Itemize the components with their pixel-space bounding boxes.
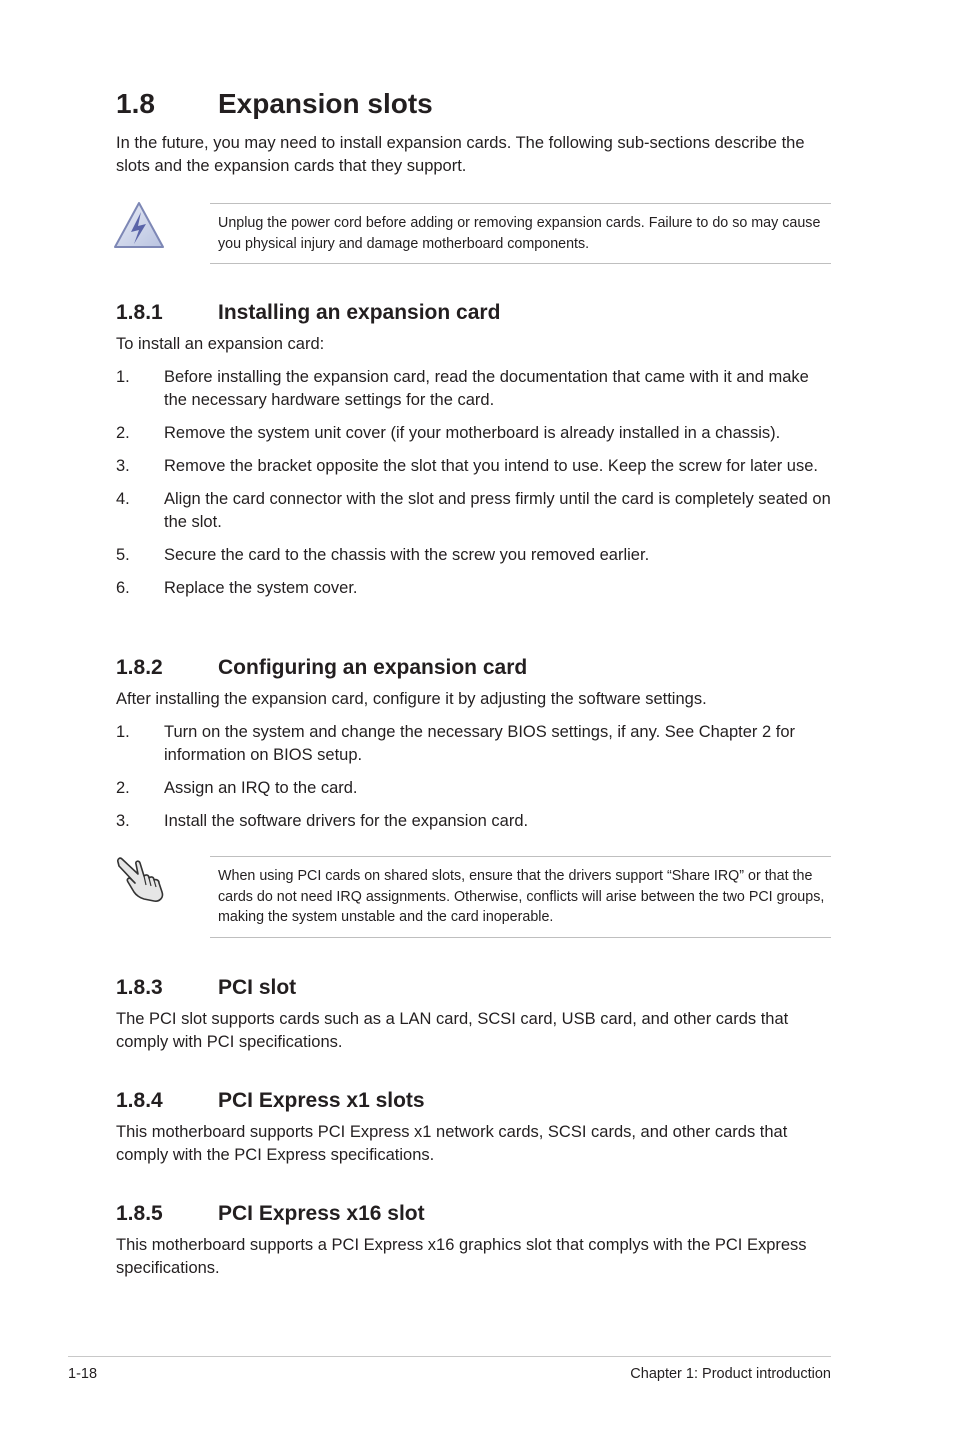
install-steps-list <box>116 366 836 610</box>
subsection-number: 1.8.3 <box>116 976 163 999</box>
list-item: 2. Assign an IRQ to the card. <box>116 779 358 797</box>
shared-slot-note <box>210 856 831 938</box>
page-title <box>116 86 433 122</box>
shared-slot-note-text: When using PCI cards on shared slots, ensure that the drivers support “Share IRQ” or that the cards do not need IRQ assignments. Otherwise, conflicts will arise between the two PCI groups, making the system unstable and the card inoperable. <box>218 868 825 925</box>
configure-lead: After installing the expansion card, configure it by adjusting the software settings. <box>116 690 707 708</box>
footer-divider <box>68 1356 831 1357</box>
section-intro: In the future, you may need to install expansion cards. The following sub-sections describe the slots and the expansion cards that they support. <box>116 134 805 175</box>
subsection-title: PCI slot <box>218 976 297 999</box>
list-item: 1. Turn on the system and change the necessary BIOS settings, if any. See Chapter 2 for information on BIOS setup. <box>116 723 796 764</box>
pcie-x1-text: This motherboard supports PCI Express x1 network cards, SCSI cards, and other cards that comply with the PCI Express specifications. <box>116 1123 788 1164</box>
warning-note-text: Unplug the power cord before adding or removing expansion cards. Failure to do so may cause you physical injury and damage motherboard components. <box>218 215 821 252</box>
page-number: 1-18 <box>68 1366 98 1382</box>
subsection-title: Configuring an expansion card <box>218 656 528 679</box>
subsection-heading-1-8-5 <box>116 1200 425 1228</box>
subsection-heading-1-8-4 <box>116 1087 425 1115</box>
subsection-heading-1-8-3 <box>116 974 296 1002</box>
section-number: 1.8 <box>116 88 155 119</box>
warning-note <box>210 203 831 264</box>
subsection-number: 1.8.2 <box>116 656 163 679</box>
configure-steps-list <box>116 721 836 843</box>
subsection-heading-1-8-1 <box>116 299 500 327</box>
subsection-heading-1-8-2 <box>116 654 527 682</box>
section-title: Expansion slots <box>218 88 433 119</box>
pci-slot-text: The PCI slot supports cards such as a LAN card, SCSI card, USB card, and other cards that comply with PCI specifications. <box>116 1010 789 1051</box>
subsection-title: Installing an expansion card <box>218 301 501 324</box>
subsection-number: 1.8.5 <box>116 1202 163 1225</box>
pcie-x16-text: This motherboard supports a PCI Express x16 graphics slot that complys with the PCI Express specifications. <box>116 1236 807 1277</box>
install-lead: To install an expansion card: <box>116 335 325 353</box>
list-item: 2. Remove the system unit cover (if your motherboard is already installed in a chassis). <box>116 424 781 442</box>
list-item: 5. Secure the card to the chassis with the screw you removed earlier. <box>116 546 650 564</box>
pointing-hand-icon <box>114 852 174 909</box>
list-item: 1. Before installing the expansion card, read the documentation that came with it and make the necessary hardware settings for the card. <box>116 368 809 409</box>
subsection-title: PCI Express x1 slots <box>218 1089 425 1112</box>
subsection-number: 1.8.1 <box>116 301 163 324</box>
chapter-label: Chapter 1: Product introduction <box>630 1366 831 1382</box>
subsection-title: PCI Express x16 slot <box>218 1202 425 1225</box>
list-item: 3. Install the software drivers for the expansion card. <box>116 812 529 830</box>
list-item: 4. Align the card connector with the slot and press firmly until the card is completely seated on the slot. <box>116 490 831 531</box>
list-item: 3. Remove the bracket opposite the slot that you intend to use. Keep the screw for later use. <box>116 457 818 475</box>
warning-lightning-icon <box>112 200 166 257</box>
subsection-number: 1.8.4 <box>116 1089 163 1112</box>
list-item: 6. Replace the system cover. <box>116 579 358 597</box>
